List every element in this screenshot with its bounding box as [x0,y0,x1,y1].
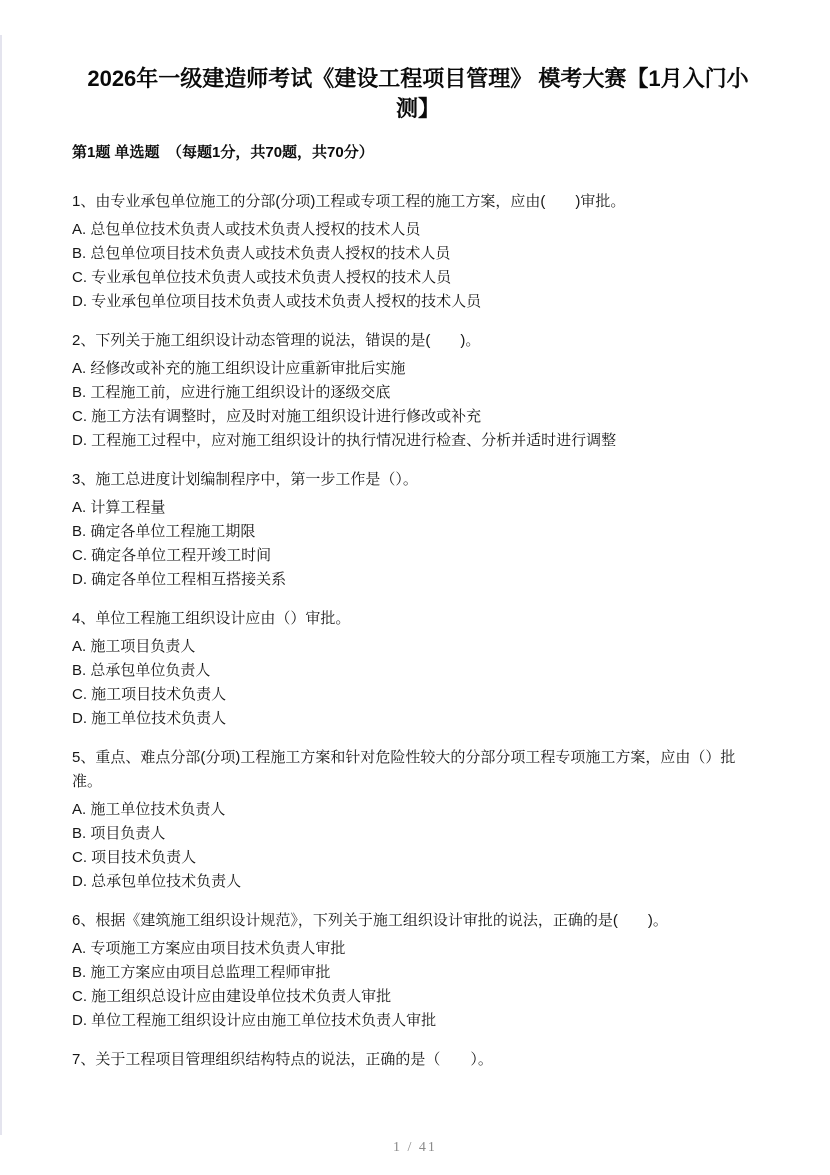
question-option: B. 施工方案应由项目总监理工程师审批 [72,964,331,981]
question-list [72,190,764,1072]
question-option: C. 施工方法有调整时，应及时对施工组织设计进行修改或补充 [72,408,482,425]
question-option: A. 总包单位技术负责人或技术负责人授权的技术人员 [72,221,421,238]
question-option: D. 总承包单位技术负责人 [72,873,242,890]
question-block [72,468,764,592]
question-option: A. 计算工程量 [72,499,166,516]
question-text: 1、由专业承包单位施工的分部(分项)工程或专项工程的施工方案，应由( )审批。 [72,193,626,210]
question-text: 3、施工总进度计划编制程序中，第一步工作是（）。 [72,471,418,488]
question-block [72,607,764,731]
question-text: 7、关于工程项目管理组织结构特点的说法，正确的是（ ）。 [72,1051,493,1068]
exam-title: 2026年一级建造师考试《建设工程项目管理》 模考大赛【1月入门小测】 [87,66,749,121]
question-option: C. 专业承包单位技术负责人或技术负责人授权的技术人员 [72,269,452,286]
question-option: C. 确定各单位工程开竣工时间 [72,547,272,564]
question-text: 6、根据《建筑施工组织设计规范》，下列关于施工组织设计审批的说法，正确的是( )。 [72,912,668,929]
section-header: 第1题 单选题 （每题1分，共70题，共70分） [72,144,374,161]
question-block [72,746,764,894]
question-option: B. 项目负责人 [72,825,166,842]
question-option: C. 施工组织总设计应由建设单位技术负责人审批 [72,988,392,1005]
question-text: 5、重点、难点分部(分项)工程施工方案和针对危险性较大的分部分项工程专项施工方案，应由（）批准。 [72,749,736,790]
question-option: A. 专项施工方案应由项目技术负责人审批 [72,940,346,957]
question-block [72,909,764,1033]
question-option: D. 单位工程施工组织设计应由施工单位技术负责人审批 [72,1012,437,1029]
page-number: 1 / 41 [393,1140,437,1155]
question-option: A. 施工项目负责人 [72,638,196,655]
question-text: 2、下列关于施工组织设计动态管理的说法，错误的是( )。 [72,332,481,349]
question-option: B. 确定各单位工程施工期限 [72,523,256,540]
page-edge-line [0,35,2,1135]
question-option: B. 工程施工前，应进行施工组织设计的逐级交底 [72,384,391,401]
question-block [72,190,764,314]
question-option: B. 总承包单位负责人 [72,662,211,679]
question-option: D. 专业承包单位项目技术负责人或技术负责人授权的技术人员 [72,293,482,310]
question-option: C. 施工项目技术负责人 [72,686,227,703]
question-option: B. 总包单位项目技术负责人或技术负责人授权的技术人员 [72,245,451,262]
question-text: 4、单位工程施工组织设计应由（）审批。 [72,610,351,627]
question-option: D. 工程施工过程中，应对施工组织设计的执行情况进行检查、分析并适时进行调整 [72,432,617,449]
question-option: C. 项目技术负责人 [72,849,197,866]
question-option: D. 施工单位技术负责人 [72,710,227,727]
question-block [72,329,764,453]
question-option: A. 经修改或补充的施工组织设计应重新审批后实施 [72,360,406,377]
question-block [72,1048,764,1072]
question-option: A. 施工单位技术负责人 [72,801,226,818]
question-option: D. 确定各单位工程相互搭接关系 [72,571,287,588]
